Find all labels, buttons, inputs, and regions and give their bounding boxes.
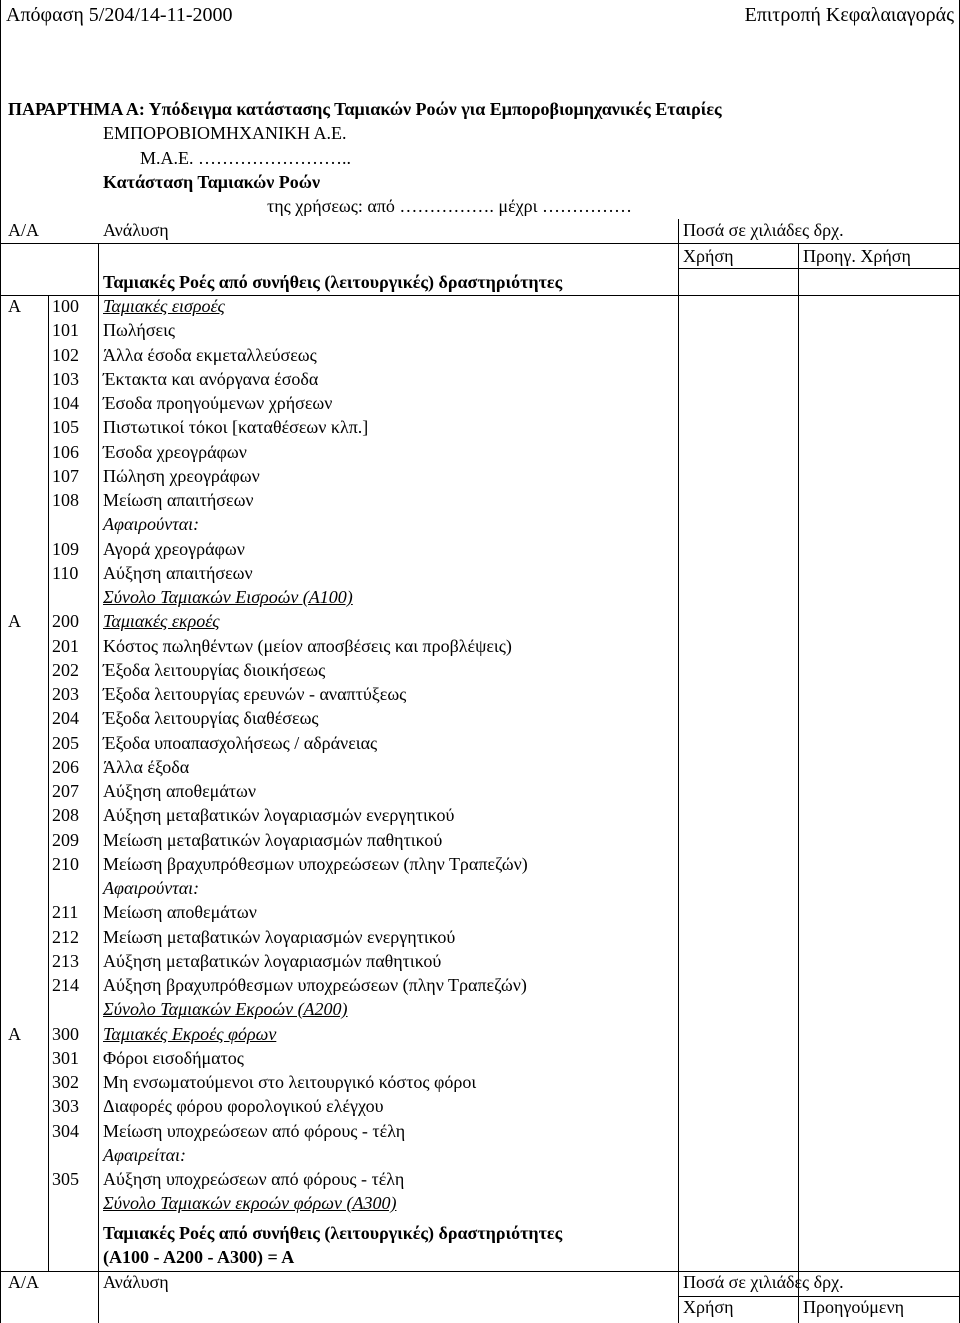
row-code: 208 (52, 805, 79, 825)
summary-line-1: Ταμιακές Ροές από συνήθεις (λειτουργικές) δραστηριότητες (103, 1223, 563, 1243)
row-description: Μείωση βραχυπρόθεσμων υποχρεώσεων (πλην Τραπεζών) (103, 854, 528, 874)
year-prev-divider (798, 243, 799, 1323)
header-right: Επιτροπή Κεφαλαιαγοράς (744, 4, 954, 26)
row-code: 204 (52, 708, 79, 728)
col-year: Χρήση (683, 246, 734, 266)
row-description: Αύξηση απαιτήσεων (103, 563, 253, 583)
footer-col-amounts: Ποσά σε χιλιάδες δρχ. (683, 1272, 844, 1292)
row-description: Μείωση μεταβατικών λογαριασμών παθητικού (103, 830, 443, 850)
row-code: 211 (52, 902, 79, 922)
header-left: Απόφαση 5/204/14-11-2000 (6, 4, 233, 26)
row-code: 200 (52, 611, 79, 631)
row-code: 102 (52, 345, 79, 365)
row-description: Σύνολο Ταμιακών Εκροών (Α200) (103, 999, 348, 1019)
row-code: 301 (52, 1048, 79, 1068)
row-description: Έξοδα λειτουργίας ερευνών - αναπτύξεως (103, 684, 407, 704)
row-code: 305 (52, 1169, 79, 1189)
row-description: Πιστωτικοί τόκοι [καταθέσεων κλπ.] (103, 417, 369, 437)
row-code: 213 (52, 951, 79, 971)
left-border (0, 0, 1, 1323)
row-code: 105 (52, 417, 79, 437)
code-desc-divider (98, 243, 99, 1323)
row-code: 206 (52, 757, 79, 777)
col-aa: Α/Α (8, 220, 39, 240)
footer-col-year: Χρήση (683, 1297, 734, 1317)
row-code: 107 (52, 466, 79, 486)
row-description: Αύξηση μεταβατικών λογαριασμών παθητικού (103, 951, 442, 971)
row-description: Έσοδα προηγούμενων χρήσεων (103, 393, 333, 413)
row-description: Ταμιακές Εκροές φόρων (103, 1024, 277, 1044)
footer-col-prev: Προηγούμενη (803, 1297, 905, 1317)
row-description: Αύξηση μεταβατικών λογαριασμών ενεργητικού (103, 805, 455, 825)
row-description: Πωλήσεις (103, 320, 176, 340)
row-description: Αφαιρούνται: (103, 878, 200, 898)
row-description: Μείωση αποθεμάτων (103, 902, 257, 922)
row-description: Κόστος πωληθέντων (μείον αποσβέσεις και προβλέψεις) (103, 636, 512, 656)
row-description: Σύνολο Ταμιακών εκροών φόρων (Α300) (103, 1193, 397, 1213)
row-description: Σύνολο Ταμιακών Εισροών (Α100) (103, 587, 353, 607)
row-description: Άλλα έσοδα εκμεταλλεύσεως (103, 345, 317, 365)
row-code: 110 (52, 563, 79, 583)
row-code: 109 (52, 539, 79, 559)
row-description: Μείωση απαιτήσεων (103, 490, 254, 510)
row-code: 205 (52, 733, 79, 753)
footer-col-aa: Α/Α (8, 1272, 39, 1292)
row-description: Πώληση χρεογράφων (103, 466, 260, 486)
row-aa: Α (8, 611, 21, 631)
row-description: Αφαιρούνται: (103, 514, 200, 534)
row-code: 201 (52, 636, 79, 656)
row-description: Αύξηση αποθεμάτων (103, 781, 256, 801)
row-code: 302 (52, 1072, 79, 1092)
subheader-divider (678, 268, 960, 269)
row-code: 209 (52, 830, 79, 850)
row-aa: Α (8, 1024, 21, 1044)
row-description: Έσοδα χρεογράφων (103, 442, 247, 462)
row-description: Μη ενσωματούμενοι στο λειτουργικό κόστος φόροι (103, 1072, 477, 1092)
footer-col-analysis: Ανάλυση (103, 1272, 169, 1292)
row-code: 104 (52, 393, 79, 413)
row-description: Έξοδα υποαπασχολήσεως / αδράνειας (103, 733, 378, 753)
summary-line-2: (Α100 - Α200 - Α300) = Α (103, 1247, 295, 1267)
row-aa: Α (8, 296, 21, 316)
row-description: Αφαιρείται: (103, 1145, 187, 1165)
row-code: 101 (52, 320, 79, 340)
row-code: 108 (52, 490, 79, 510)
row-code: 303 (52, 1096, 79, 1116)
row-description: Μείωση υποχρεώσεων από φόρους - τέλη (103, 1121, 406, 1141)
col-analysis: Ανάλυση (103, 220, 169, 240)
row-description: Αύξηση υποχρεώσεων από φόρους - τέλη (103, 1169, 405, 1189)
row-code: 210 (52, 854, 79, 874)
section-title: Ταμιακές Ροές από συνήθεις (λειτουργικές) δραστηριότητες (103, 272, 563, 292)
header-divider (0, 243, 960, 244)
statement-title: Κατάσταση Ταμιακών Ροών (103, 172, 320, 192)
row-description: Ταμιακές εισροές (103, 296, 225, 316)
company-name: ΕΜΠΟΡΟΒΙΟΜΗΧΑΝΙΚΗ Α.Ε. (103, 123, 347, 143)
row-description: Άλλα έξοδα (103, 757, 190, 777)
row-code: 300 (52, 1024, 79, 1044)
period-line: της χρήσεως: από ……………. μέχρι …………… (267, 196, 632, 216)
row-description: Έκτακτα και ανόργανα έσοδα (103, 369, 319, 389)
row-code: 304 (52, 1121, 79, 1141)
mae-number: Μ.Α.Ε. …………………….. (140, 148, 351, 168)
col-amounts: Ποσά σε χιλιάδες δρχ. (683, 220, 844, 240)
row-code: 203 (52, 684, 79, 704)
desc-year-divider (678, 219, 679, 1323)
row-code: 100 (52, 296, 79, 316)
row-description: Αύξηση βραχυπρόθεσμων υποχρεώσεων (πλην Τραπεζών) (103, 975, 527, 995)
row-description: Έξοδα λειτουργίας διοικήσεως (103, 660, 326, 680)
row-code: 207 (52, 781, 79, 801)
row-code: 202 (52, 660, 79, 680)
row-description: Έξοδα λειτουργίας διαθέσεως (103, 708, 319, 728)
row-code: 106 (52, 442, 79, 462)
row-description: Φόροι εισοδήματος (103, 1048, 244, 1068)
row-description: Διαφορές φόρου φορολογικού ελέγχου (103, 1096, 384, 1116)
row-code: 103 (52, 369, 79, 389)
row-description: Μείωση μεταβατικών λογαριασμών ενεργητικού (103, 927, 456, 947)
col-prev-year: Προηγ. Χρήση (803, 246, 911, 266)
row-description: Ταμιακές εκροές (103, 611, 220, 631)
row-code: 212 (52, 927, 79, 947)
aa-code-divider (48, 295, 49, 1271)
row-code: 214 (52, 975, 79, 995)
row-description: Αγορά χρεογράφων (103, 539, 245, 559)
document-title: ΠΑΡΑΡΤΗΜΑ Α: Υπόδειγμα κατάστασης Ταμιακών Ροών για Εμποροβιομηχανικές Εταιρίες (8, 99, 722, 119)
